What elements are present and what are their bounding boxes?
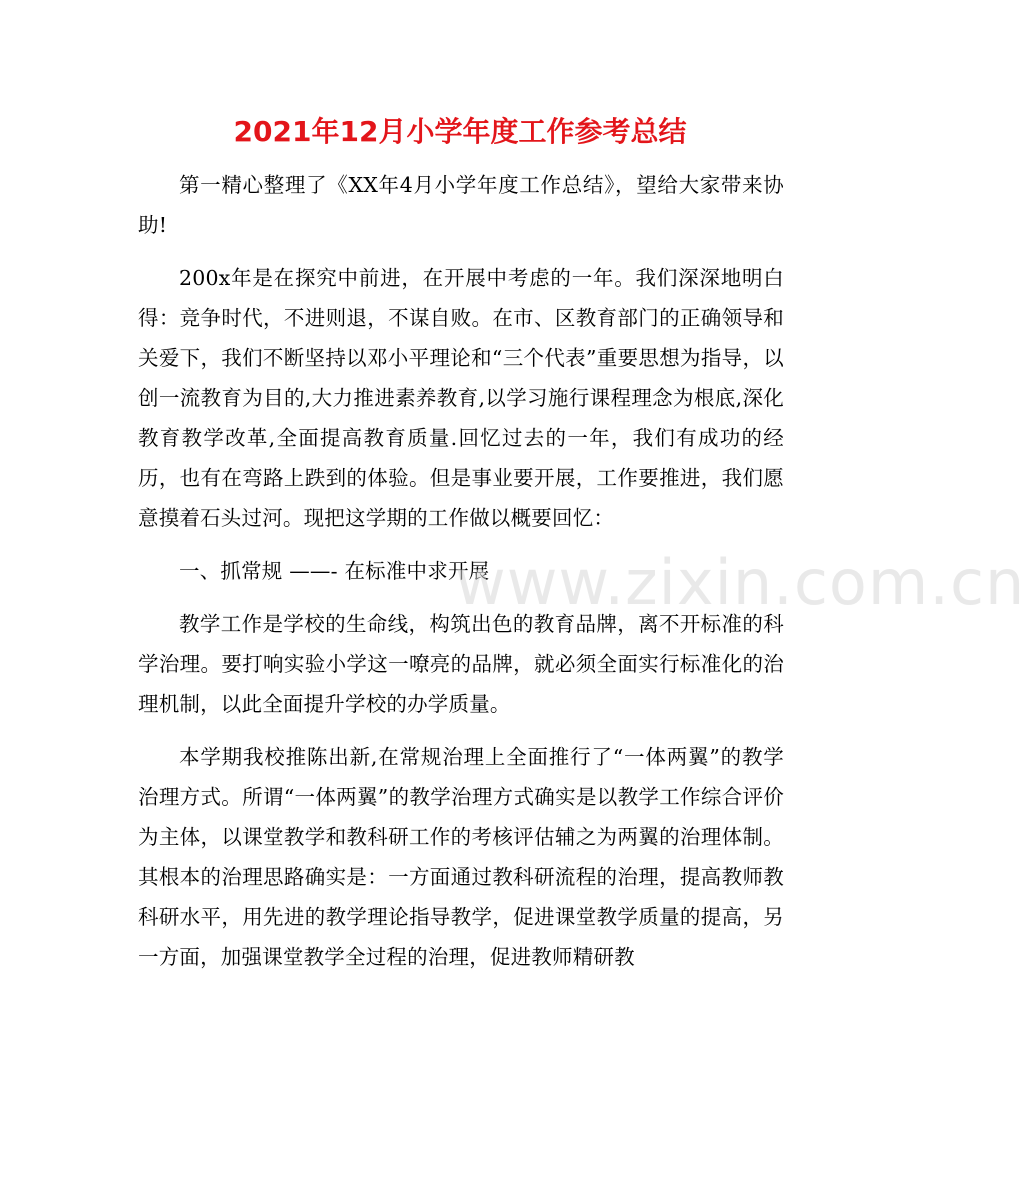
- document-title: 2021年12月小学年度工作参考总结: [233, 115, 687, 148]
- watermark-text: www.zixin.com.cn: [455, 546, 1025, 619]
- paragraph-overview: 200x年是在探究中前进，在开展中考虑的一年。我们深深地明白得：竞争时代，不进则退，不谋自败。在市、区教育部门的正确领导和关爱下，我们不断坚持以邓小平理论和“三个代表”重要思想为指导，以创一流教育为目的,大力推进素养教育,以学习施行课程理念为根底,深化教育教学改革,全面提高教育质量.回忆过去的一年，我们有成功的经历，也有在弯路上跌到的体验。但是事业要开展，工作要推进，我们愿意摸着石头过河。现把这学期的工作做以概要回忆：: [138, 266, 784, 530]
- paragraph-section-1-b: 本学期我校推陈出新,在常规治理上全面推行了“一体两翼”的教学治理方式。所谓“一体两翼”的教学治理方式确实是以教学工作综合评价为主体，以课堂教学和教科研工作的考核评估辅之为两翼的治理体制。其根本的治理思路确实是：一方面通过教科研流程的治理，提高教师教科研水平，用先进的教学理论指导教学，促进课堂教学质量的提高，另一方面，加强课堂教学全过程的治理，促进教师精研教: [138, 745, 784, 969]
- paragraph-section-1-a: 教学工作是学校的生命线，构筑出色的教育品牌，离不开标准的科学治理。要打响实验小学这一嘹亮的品牌，就必须全面实行标准化的治理机制，以此全面提升学校的办学质量。: [138, 612, 784, 716]
- paragraph-intro: 第一精心整理了《XX年4月小学年度工作总结》，望给大家带来协助!: [138, 173, 784, 237]
- section-heading-1: 一、抓常规 ——- 在标准中求开展: [179, 559, 490, 583]
